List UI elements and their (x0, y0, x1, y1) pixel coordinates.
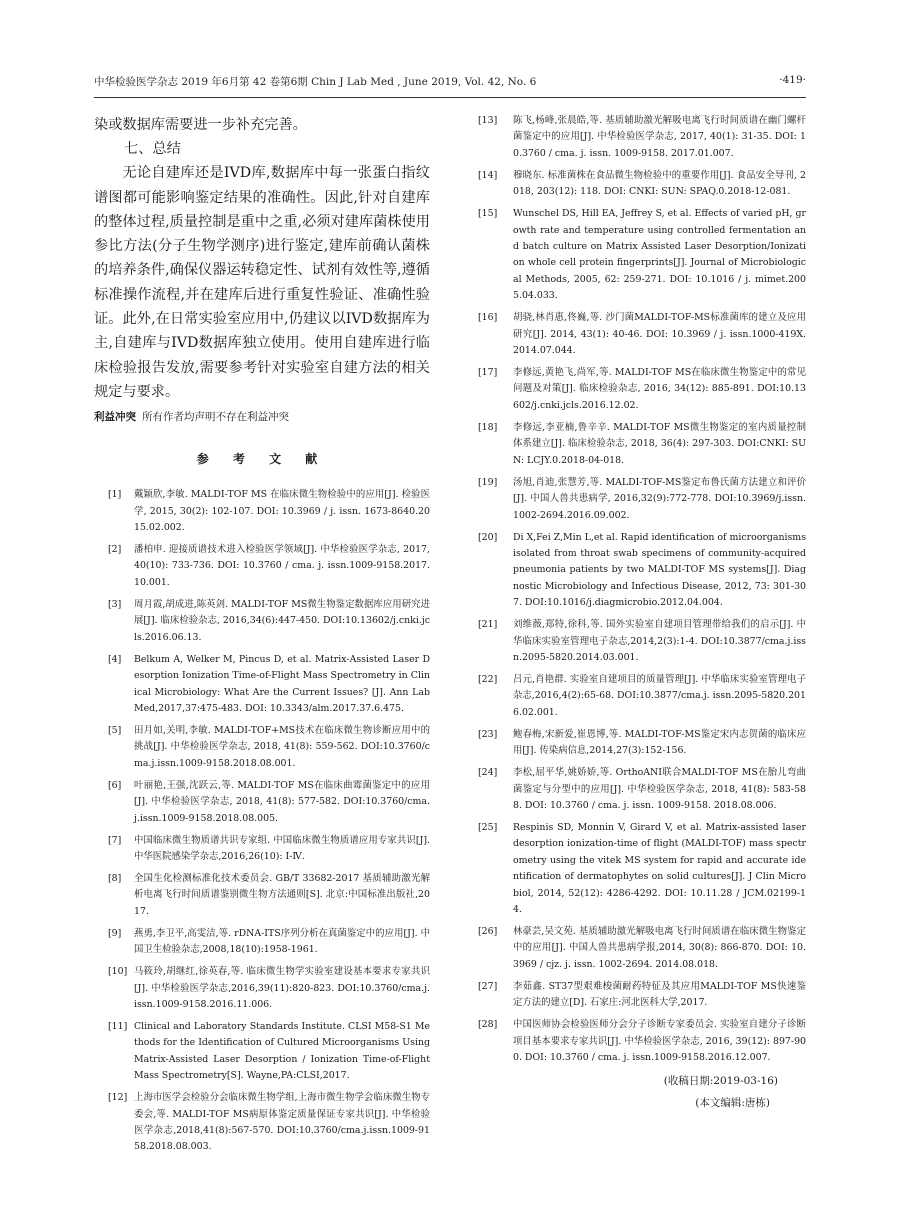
reference-item (94, 1090, 430, 1156)
received-date: (收稿日期:2019-03-16) (663, 1075, 778, 1088)
reference-number: [16] (478, 312, 498, 324)
reference-text: Belkum A, Welker M, Pincus D, et al. Matrix-Assisted Laser Desorption Ionization Time-of-Flight Mass Spectrometry in Clinical Microbiology: What Are the Current Issues? [J]. Ann Lab Med,2017,37:475-483. DOI: 10.3343/alm.2017.37.6.475. (134, 653, 430, 714)
reference-text: 陈飞,杨峰,张晨皓,等. 基质辅助激光解吸电离飞行时间质谱在幽门螺杆菌鉴定中的应用[J]. 中华检验医学杂志, 2017, 40(1): 31-35. DOI: 10.3760 / cma. j. issn. 1009-9158. 2017.01.007. (513, 115, 806, 159)
reference-item (478, 365, 806, 414)
reference-number: [15] (478, 208, 498, 220)
reference-number: [12] (108, 1092, 128, 1104)
journal-citation-line: 中华检验医学杂志 2019 年6月第 42 卷第6期 Chin J Lab Med , June 2019, Vol. 42, No. 6 (94, 76, 537, 88)
reference-item (94, 487, 430, 536)
reference-item (94, 652, 430, 718)
reference-number: [13] (478, 115, 498, 126)
reference-text: 鲍春梅,宋新爱,崔恩博,等. MALDI-TOF-MS鉴定宋内志贺菌的临床应用[J]. 传染病信息,2014,27(3):152-156. (513, 728, 806, 757)
reference-number: [7] (108, 834, 122, 846)
conflict-text: 所有作者均声明不存在利益冲突 (142, 411, 289, 424)
reference-item (94, 723, 430, 772)
reference-number: [8] (108, 872, 122, 884)
summary-paragraph: 无论自建库还是IVD库,数据库中每一张蛋白指纹谱图都可能影响鉴定结果的准确性。因此,针对自建库的整体过程,质量控制是重中之重,必须对建库菌株使用参比方法(分子生物学测序)进行鉴定,建库前确认菌株的培养条件,确保仪器运转稳定性、试剂有效性等,遵循标准操作流程,并在建库后进行重复性验证、准确性验证。此外,在日常实验室应用中,仍建议以IVD数据库为主,自建库与IVD数据库独立使用。使用自建库进行临床检验报告发放,需要参考针对实验室自建方法的相关规定与要求。 (94, 165, 430, 400)
reference-item (478, 206, 806, 304)
reference-item (478, 617, 806, 666)
editor-credit: (本文编辑:唐栋) (695, 1097, 770, 1110)
references-heading: 参 考 文 献 (196, 452, 328, 467)
reference-text: 周月霞,胡成进,陈英剑. MALDI-TOF MS微生物鉴定数据库应用研究进展[J]. 临床检验杂志, 2016,34(6):447-450. DOI:10.13602/j.cnki.jcls.2016.06.13. (134, 598, 430, 643)
left-column (94, 113, 430, 1161)
reference-item (94, 871, 430, 920)
reference-number: [6] (108, 779, 122, 791)
reference-text: 林豪芸,吴文苑. 基质辅助激光解吸电离飞行时间质谱在临床微生物鉴定中的应用[J]. 中国人兽共患病学报,2014, 30(8): 866-870. DOI: 10.3969 / cjz. j. issn. 1002-2694. 2014.08.018. (513, 926, 806, 970)
reference-item (478, 727, 806, 760)
reference-number: [20] (478, 531, 498, 543)
reference-text: 吕元,肖艳群. 实验室自建项目的质量管理[J]. 中华临床实验室管理电子杂志,2016,4(2):65-68. DOI:10.3877/cma.j. issn.2095-5820.2016.02.001. (513, 673, 806, 718)
reference-number: [27] (478, 980, 498, 992)
reference-item (478, 113, 806, 162)
reference-number: [25] (478, 821, 498, 833)
conflict-label: 利益冲突 (94, 411, 136, 424)
reference-item (478, 530, 806, 612)
reference-number: [2] (108, 544, 122, 556)
reference-number: [26] (478, 926, 498, 937)
reference-item (94, 778, 430, 827)
intro-paragraph: 染或数据库需要进一步补充完善。 (94, 117, 307, 133)
right-column (478, 113, 806, 1112)
reference-item (94, 833, 430, 866)
reference-number: [23] (478, 728, 498, 740)
reference-item (478, 979, 806, 1012)
reference-item (94, 926, 430, 959)
reference-text: 中国临床微生物质谱共识专家组. 中国临床微生物质谱应用专家共识[J]. 中华医院感染学杂志,2016,26(10): Ⅰ-Ⅳ. (134, 834, 430, 862)
reference-text: 全国生化检测标准化技术委员会. GB/T 33682-2017 基质辅助激光解析电离飞行时间质谱鉴别微生物方法通则[S]. 北京:中国标准出版社,2017. (134, 872, 430, 917)
reference-text: Wunschel DS, Hill EA, Jeffrey S, et al. Effects of varied pH, growth rate and temperature using controlled fermentation and batch culture on Matrix Assisted Laser Desorption/Ionization whole cell protein fingerprints[J]. Journal of Microbiological Methods, 2005, 62: 259-271. DOI: 10.1016 / j. mimet.2005.04.033. (513, 208, 806, 302)
reference-text: 李修远,李亚楠,鲁辛辛. MALDI-TOF MS微生物鉴定的室内质量控制体系建立[J]. 临床检验杂志, 2018, 36(4): 297-303. DOI:CNKI: SUN: LCJY.0.2018-04-018. (513, 421, 806, 466)
reference-item (478, 820, 806, 918)
reference-number: [28] (478, 1019, 498, 1031)
running-header (94, 74, 806, 94)
section-title-summary: 七、总结 (124, 141, 181, 158)
reference-text: 李茹鑫. ST37型艰难梭菌耐药特征及其应用MALDI-TOF MS快速鉴定方法的建立[D]. 石家庄:河北医科大学,2017. (513, 980, 806, 1009)
reference-text: 李修远,黄艳飞,尚军,等. MALDI-TOF MS在临床微生物鉴定中的常见问题及对策[J]. 临床检验杂志, 2016, 34(12): 885-891. DOI:10.13602/j.cnki.jcls.2016.12.02. (513, 367, 806, 411)
reference-text: 汤旭,肖迪,张慧芳,等. MALDI-TOF-MS鉴定布鲁氏菌方法建立和评价[J]. 中国人兽共患病学, 2016,32(9):772-778. DOI:10.3969/j.issn.1002-2694.2016.09.002. (513, 476, 806, 521)
reference-item (94, 964, 430, 1013)
reference-text: Clinical and Laboratory Standards Institute. CLSI M58-S1 Methods for the Identification of Cultured Microorganisms Using Matrix-Assisted Laser Desorption / Ionization Time-of-Flight Mass Spectrometry[S]. Wayne,PA:CLSI,2017. (134, 1020, 430, 1082)
reference-number: [19] (478, 476, 498, 488)
reference-number: [3] (108, 598, 122, 610)
reference-item (478, 310, 806, 359)
reference-text: 穆晓东. 标准菌株在食品微生物检验中的重要作用[J]. 食品安全导刊, 2018, 203(12): 118. DOI: CNKI: SUN: SPAQ.0.2018-12-081. (513, 169, 806, 198)
reference-number: [17] (478, 367, 498, 379)
reference-number: [24] (478, 767, 498, 779)
reference-item (94, 1019, 430, 1085)
reference-number: [18] (478, 421, 498, 433)
reference-text: Respinis SD, Monnin V, Girard V, et al. Matrix-assisted laser desorption ionization-time of flight (MALDI-TOF) mass spectrometry using the vitek MS system for rapid and accurate identification of dermatophytes on solid cultures[J]. J Clin Microbiol, 2014, 52(12): 4286-4292. DOI: 10.11.28 / JCM.02199-14. (513, 821, 806, 915)
reference-item (478, 672, 806, 721)
reference-item (478, 168, 806, 201)
reference-number: [1] (108, 489, 122, 501)
reference-item (478, 475, 806, 524)
reference-text: 上海市医学会检验分会临床微生物学组,上海市微生物学会临床微生物专委会,等. MALDI-TOF MS病原体鉴定质量保证专家共识[J]. 中华检验医学杂志,2018,41(8):567-570. DOI:10.3760/cma.j.issn.1009-9158.2018.08.003. (134, 1092, 430, 1153)
reference-text: 叶丽艳,王强,沈跃云,等. MALDI-TOF MS在临床曲霉菌鉴定中的应用[J]. 中华检验医学杂志, 2018, 41(8): 577-582. DOI:10.3760/cma.j.issn.1009-9158.2018.08.005. (134, 779, 430, 824)
reference-text: Di X,Fei Z,Min L,et al. Rapid identification of microorganisms isolated from throat swab specimens of community-acquired pneumonia patients by two MALDI-TOF MS systems[J]. Diagnostic Microbiology and Infectious Disease, 2012, 73: 301-307. DOI:10.1016/j.diagmicrobio.2012.04.004. (513, 531, 807, 609)
reference-item (478, 420, 806, 469)
reference-number: [4] (108, 653, 122, 665)
header-rule (94, 97, 806, 98)
page-number: ·419· (779, 74, 806, 86)
reference-number: [21] (478, 619, 498, 631)
reference-number: [22] (478, 673, 498, 685)
reference-item (94, 597, 430, 646)
reference-text: 胡骁,林肖惠,佟巍,等. 沙门菌MALDI-TOF-MS标准菌库的建立及应用研究[J]. 2014, 43(1): 40-46. DOI: 10.3969 / j. issn.1000-419X.2014.07.044. (513, 312, 806, 357)
reference-text: 中国医师协会检验医师分会分子诊断专家委员会. 实验室自建分子诊断项目基本要求专家共识[J]. 中华检验医学杂志, 2016, 39(12): 897-900. DOI: 10.3760 / cma. j. issn.1009-9158.2016.12.007. (513, 1019, 806, 1064)
reference-number: [10] (108, 966, 128, 978)
reference-item (94, 542, 430, 591)
reference-number: [11] (108, 1020, 128, 1032)
reference-text: 燕勇,李卫平,高雯洁,等. rDNA-ITS序列分析在真菌鉴定中的应用[J]. 中国卫生检验杂志,2008,18(10):1958-1961. (134, 927, 430, 956)
reference-text: 田月如,关明,李敏. MALDI-TOF+MS技术在临床微生物诊断应用中的挑战[J]. 中华检验医学杂志, 2018, 41(8): 559-562. DOI:10.3760/cma.j.issn.1009-9158.2018.08.001. (134, 724, 430, 769)
reference-item (478, 924, 806, 973)
reference-number: [14] (478, 169, 498, 181)
reference-item (478, 765, 806, 814)
reference-text: 戴颖欣,李敏. MALDI-TOF MS 在临床微生物检验中的应用[J]. 检验医学, 2015, 30(2): 102-107. DOI: 10.3969 / j. issn. 1673-8640.2015.02.002. (134, 489, 430, 534)
reference-text: 刘维薇,郑特,徐科,等. 国外实验室自建项目管理带给我们的启示[J]. 中华临床实验室管理电子杂志,2014,2(3):1-4. DOI:10.3877/cma.j.issn.2095-5820.2014.03.001. (513, 619, 806, 663)
reference-text: 李松,屈平华,姚娇娇,等. OrthoANI联合MALDI-TOF MS在胎儿弯曲菌鉴定与分型中的应用[J]. 中华检验医学杂志, 2018, 41(8): 583-588. DOI: 10.3760 / cma. j. issn. 1009-9158. 2018.08.006. (513, 767, 806, 811)
reference-text: 马筱玲,胡继红,徐英春,等. 临床微生物学实验室建设基本要求专家共识[J]. 中华检验医学杂志,2016,39(11):820-823. DOI:10.3760/cma.j.issn.1009-9158.2016.11.006. (134, 966, 430, 1010)
reference-number: [9] (108, 927, 122, 939)
reference-text: 潘柏申. 迎接质谱技术进入检验医学领域[J]. 中华检验医学杂志, 2017, 40(10): 733-736. DOI: 10.3760 / cma. j. issn.1009-9158.2017.10.001. (134, 544, 430, 588)
reference-item (478, 1017, 806, 1066)
reference-number: [5] (108, 724, 122, 736)
conflict-of-interest (94, 408, 430, 426)
